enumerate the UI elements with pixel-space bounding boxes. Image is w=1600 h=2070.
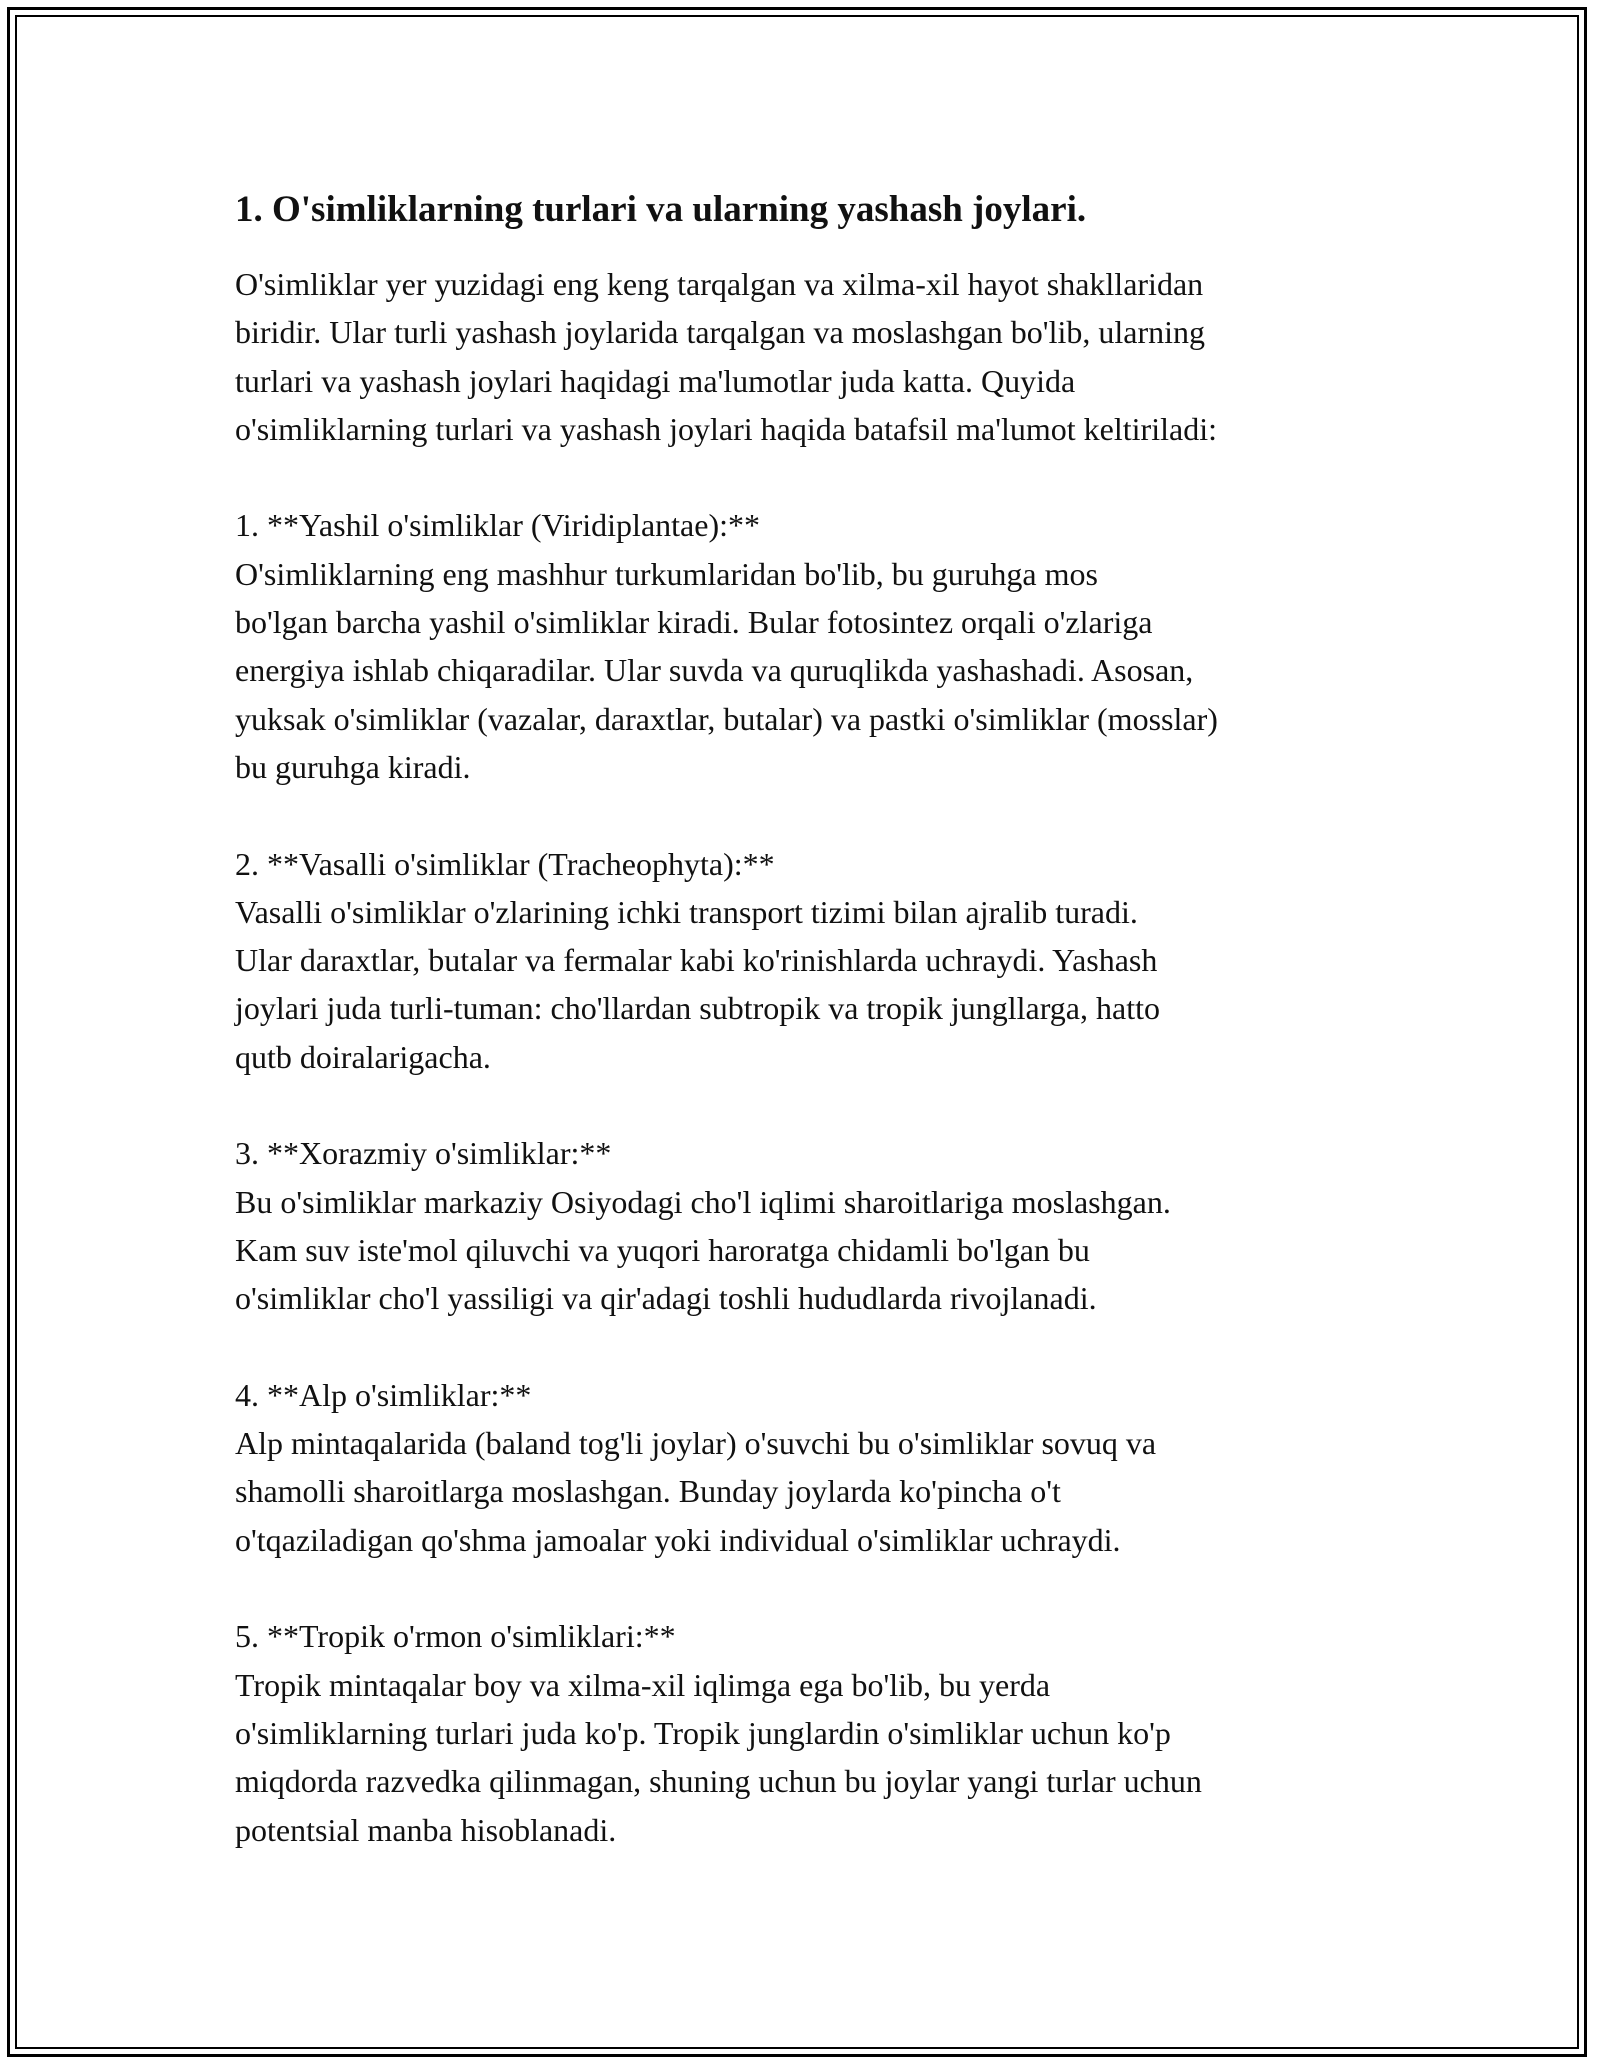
section-body: Alp mintaqalarida (baland tog'li joylar) o'suvchi bu o'simliklar sovuq va shamolli sharoitlarga moslashgan. Bunday joylarda ko'pincha o't o'tqaziladigan qo'shma jamoalar yoki individual o'simliklar uchraydi. bbox=[235, 1425, 1157, 1558]
section-body: Tropik mintaqalar boy va xilma-xil iqlimga ega bo'lib, bu yerda o'simliklarning turlari juda ko'p. Tropik junglardin o'simliklar uchun ko'p miqdorda razvedka qilinmagan, shuning uchun bu joylar yangi turlar uchun potentsial manba hisoblanadi. bbox=[235, 1666, 1202, 1848]
paragraph-spacer bbox=[235, 453, 1375, 501]
section-heading: 5. **Tropik o'rmon o'simliklari:** bbox=[235, 1618, 676, 1655]
section-heading: 4. **Alp o'simliklar:** bbox=[235, 1376, 532, 1413]
section-heading: 2. **Vasalli o'simliklar (Tracheophyta):** bbox=[235, 845, 775, 882]
paragraph-spacer bbox=[235, 1323, 1375, 1371]
document-title: 1. O'simliklarning turlari va ularning yashash joylari. bbox=[235, 189, 1087, 230]
paragraph-spacer bbox=[235, 1564, 1375, 1612]
section-2 bbox=[235, 840, 1375, 1081]
section-3 bbox=[235, 1129, 1375, 1322]
section-4 bbox=[235, 1371, 1375, 1564]
section-1 bbox=[235, 501, 1375, 791]
section-heading: 1. **Yashil o'simliklar (Viridiplantae):** bbox=[235, 507, 760, 544]
section-body: O'simliklarning eng mashhur turkumlaridan bo'lib, bu guruhga mos bo'lgan barcha yashil o'simliklar kiradi. Bular fotosintez orqali o'zlariga energiya ishlab chiqaradilar. Ular suvda va quruqlikda yashashadi. Asosan, yuksak o'simliklar (vazalar, daraxtlar, butalar) va pastki o'simliklar (mosslar) bu guruhga kiradi. bbox=[235, 555, 1218, 785]
paragraph-spacer bbox=[235, 791, 1375, 839]
document-body bbox=[235, 186, 1375, 1854]
section-body: Vasalli o'simliklar o'zlarining ichki transport tizimi bilan ajralib turadi. Ular daraxtlar, butalar va fermalar kabi ko'rinishlarda uchraydi. Yashash joylari juda turli-tuman: cho'llardan subtropik va tropik jungllarga, hatto qutb doiralarigacha. bbox=[235, 893, 1160, 1075]
section-5 bbox=[235, 1612, 1375, 1853]
intro-paragraph: O'simliklar yer yuzidagi eng keng tarqalgan va xilma-xil hayot shakllaridan biridir. Ular turli yashash joylarida tarqalgan va moslashgan bo'lib, ularning turlari va yashash joylari haqidagi ma'lumotlar juda katta. Quyida o'simliklarning turlari va yashash joylari haqida batafsil ma'lumot keltiriladi: bbox=[235, 266, 1217, 447]
section-heading: 3. **Xorazmiy o'simliklar:** bbox=[235, 1135, 612, 1172]
section-body: Bu o'simliklar markaziy Osiyodagi cho'l iqlimi sharoitlariga moslashgan. Kam suv iste'mol qiluvchi va yuqori haroratga chidamli bo'lgan bu o'simliklar cho'l yassiligi va qir'adagi toshli hududlarda rivojlanadi. bbox=[235, 1183, 1171, 1317]
paragraph-spacer bbox=[235, 1081, 1375, 1129]
